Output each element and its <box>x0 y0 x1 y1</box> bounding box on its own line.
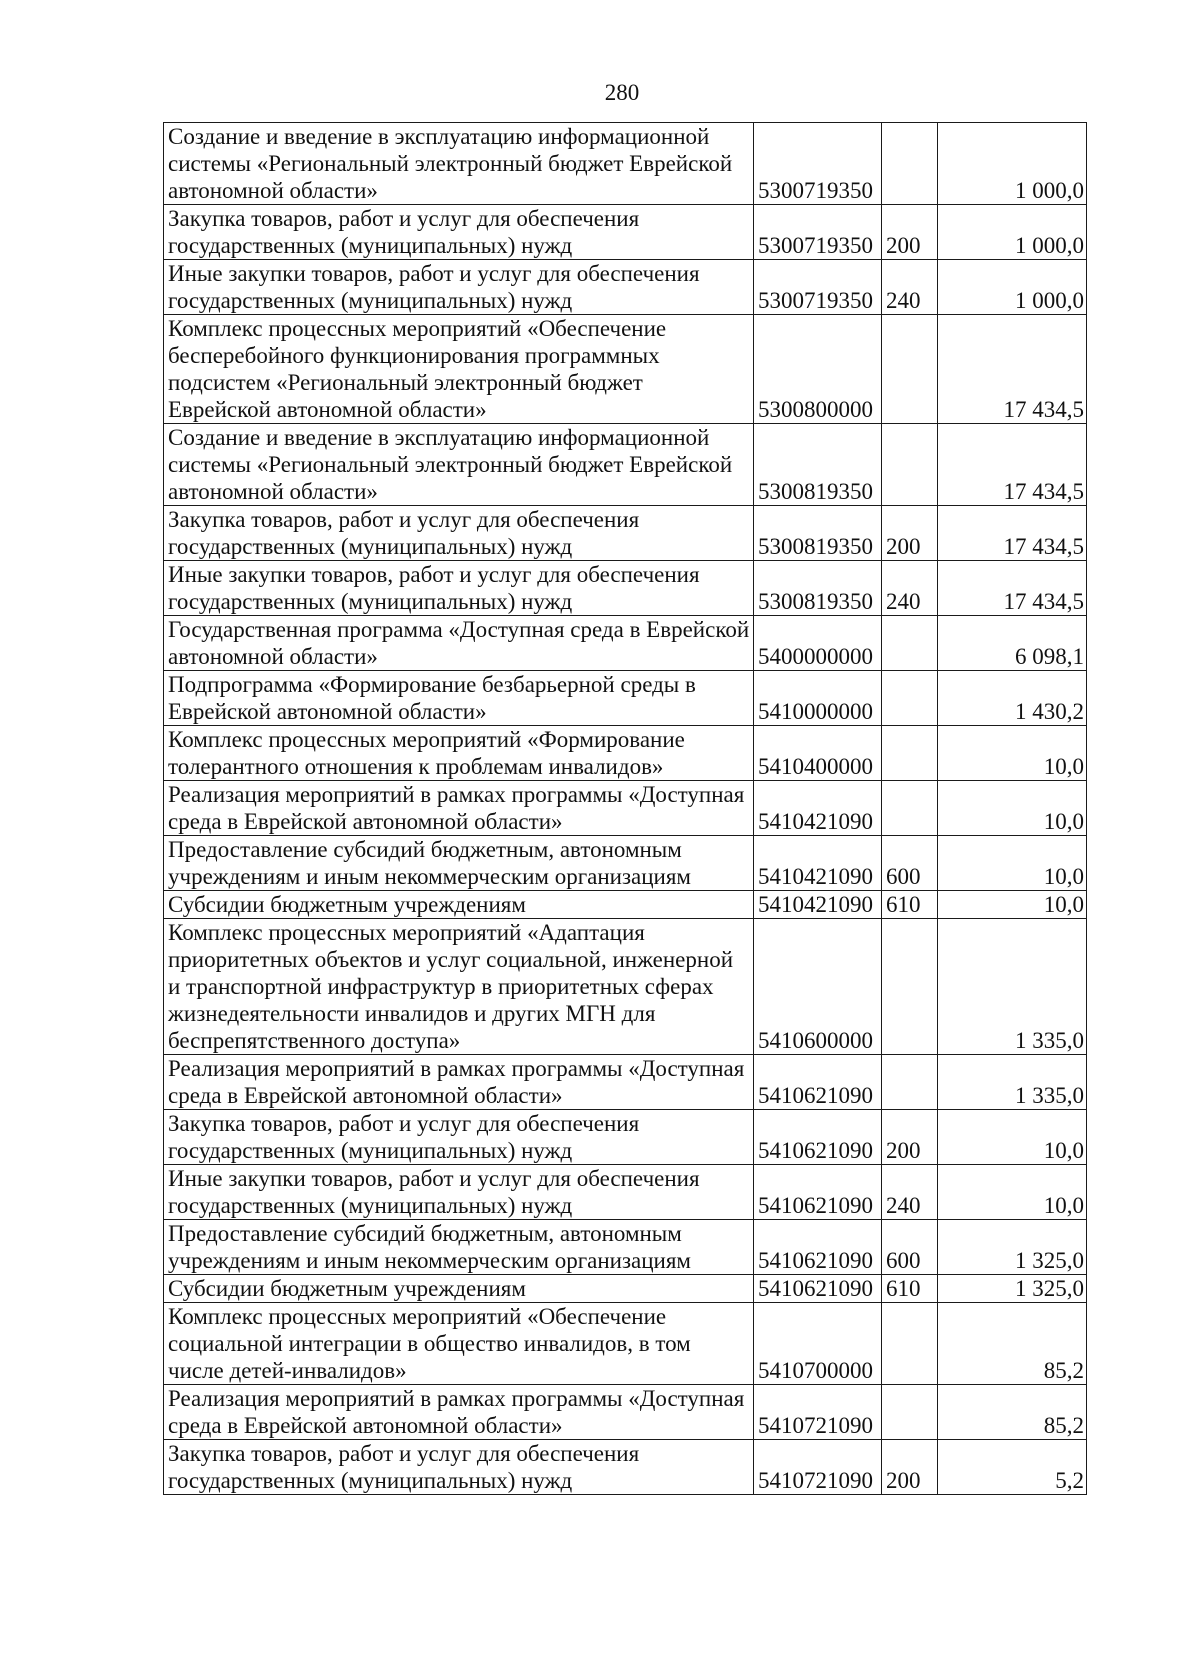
row-type-cell <box>882 1055 938 1110</box>
row-sum-cell: 17 434,5 <box>938 506 1087 561</box>
table-row <box>164 315 1087 424</box>
row-sum-cell: 6 098,1 <box>938 616 1087 671</box>
row-code-cell: 5410621090 <box>754 1275 882 1303</box>
row-type-cell: 600 <box>882 1220 938 1275</box>
row-code-cell: 5410600000 <box>754 919 882 1055</box>
row-type-cell: 610 <box>882 891 938 919</box>
row-name-cell: Комплекс процессных мероприятий «Формирование толерантного отношения к проблемам инвалидов» <box>164 726 754 781</box>
row-name-cell: Иные закупки товаров, работ и услуг для обеспечения государственных (муниципальных) нужд <box>164 1165 754 1220</box>
row-sum-cell: 85,2 <box>938 1385 1087 1440</box>
budget-table-body <box>164 123 1087 1495</box>
row-sum-cell: 1 335,0 <box>938 1055 1087 1110</box>
row-code-cell: 5300819350 <box>754 424 882 506</box>
table-row <box>164 1110 1087 1165</box>
row-type-cell <box>882 919 938 1055</box>
row-code-cell: 5410621090 <box>754 1165 882 1220</box>
row-sum-cell: 10,0 <box>938 1165 1087 1220</box>
row-sum-cell: 1 335,0 <box>938 919 1087 1055</box>
row-sum-cell: 17 434,5 <box>938 424 1087 506</box>
table-row <box>164 616 1087 671</box>
row-sum-cell: 1 325,0 <box>938 1220 1087 1275</box>
row-code-cell: 5410621090 <box>754 1055 882 1110</box>
table-row <box>164 260 1087 315</box>
row-type-cell: 240 <box>882 561 938 616</box>
row-name-cell: Создание и введение в эксплуатацию информационной системы «Региональный электронный бюджет Еврейской автономной области» <box>164 123 754 205</box>
row-sum-cell: 17 434,5 <box>938 315 1087 424</box>
row-sum-cell: 10,0 <box>938 726 1087 781</box>
row-code-cell: 5300800000 <box>754 315 882 424</box>
row-code-cell: 5410400000 <box>754 726 882 781</box>
row-sum-cell: 1 325,0 <box>938 1275 1087 1303</box>
row-sum-cell: 1 430,2 <box>938 671 1087 726</box>
row-code-cell: 5300719350 <box>754 123 882 205</box>
table-row <box>164 205 1087 260</box>
row-type-cell <box>882 1303 938 1385</box>
row-code-cell: 5410621090 <box>754 1110 882 1165</box>
row-code-cell: 5410421090 <box>754 836 882 891</box>
table-row <box>164 561 1087 616</box>
table-row <box>164 919 1087 1055</box>
row-sum-cell: 10,0 <box>938 836 1087 891</box>
row-type-cell: 240 <box>882 260 938 315</box>
row-name-cell: Закупка товаров, работ и услуг для обеспечения государственных (муниципальных) нужд <box>164 506 754 561</box>
row-type-cell: 200 <box>882 1110 938 1165</box>
table-row <box>164 506 1087 561</box>
row-type-cell <box>882 315 938 424</box>
row-name-cell: Комплекс процессных мероприятий «Адаптация приоритетных объектов и услуг социальной, инженерной и транспортной инфраструктур в приоритетных сферах жизнедеятельности инвалидов и других МГН для беспрепятственного доступа» <box>164 919 754 1055</box>
row-name-cell: Иные закупки товаров, работ и услуг для обеспечения государственных (муниципальных) нужд <box>164 561 754 616</box>
row-name-cell: Иные закупки товаров, работ и услуг для обеспечения государственных (муниципальных) нужд <box>164 260 754 315</box>
row-name-cell: Комплекс процессных мероприятий «Обеспечение социальной интеграции в общество инвалидов, в том числе детей-инвалидов» <box>164 1303 754 1385</box>
row-code-cell: 5410721090 <box>754 1440 882 1495</box>
row-code-cell: 5410721090 <box>754 1385 882 1440</box>
row-sum-cell: 1 000,0 <box>938 260 1087 315</box>
row-type-cell: 600 <box>882 836 938 891</box>
row-name-cell: Реализация мероприятий в рамках программы «Доступная среда в Еврейской автономной области» <box>164 1055 754 1110</box>
table-row <box>164 1440 1087 1495</box>
row-type-cell <box>882 616 938 671</box>
row-code-cell: 5410621090 <box>754 1220 882 1275</box>
table-row <box>164 891 1087 919</box>
row-type-cell: 200 <box>882 506 938 561</box>
row-code-cell: 5400000000 <box>754 616 882 671</box>
row-type-cell: 240 <box>882 1165 938 1220</box>
row-name-cell: Субсидии бюджетным учреждениям <box>164 891 754 919</box>
row-type-cell: 200 <box>882 205 938 260</box>
row-name-cell: Закупка товаров, работ и услуг для обеспечения государственных (муниципальных) нужд <box>164 205 754 260</box>
row-name-cell: Закупка товаров, работ и услуг для обеспечения государственных (муниципальных) нужд <box>164 1440 754 1495</box>
row-code-cell: 5410000000 <box>754 671 882 726</box>
row-code-cell: 5410421090 <box>754 891 882 919</box>
row-type-cell <box>882 424 938 506</box>
row-sum-cell: 1 000,0 <box>938 123 1087 205</box>
table-row <box>164 1165 1087 1220</box>
row-name-cell: Комплекс процессных мероприятий «Обеспечение бесперебойного функционирования программных подсистем «Региональный электронный бюджет Еврейской автономной области» <box>164 315 754 424</box>
row-name-cell: Предоставление субсидий бюджетным, автономным учреждениям и иным некоммерческим организациям <box>164 1220 754 1275</box>
page-number: 280 <box>604 80 640 105</box>
row-sum-cell: 1 000,0 <box>938 205 1087 260</box>
row-name-cell: Закупка товаров, работ и услуг для обеспечения государственных (муниципальных) нужд <box>164 1110 754 1165</box>
table-row <box>164 1055 1087 1110</box>
row-code-cell: 5300719350 <box>754 205 882 260</box>
row-sum-cell: 85,2 <box>938 1303 1087 1385</box>
row-sum-cell: 5,2 <box>938 1440 1087 1495</box>
row-code-cell: 5300819350 <box>754 506 882 561</box>
row-sum-cell: 10,0 <box>938 891 1087 919</box>
row-type-cell <box>882 671 938 726</box>
row-name-cell: Создание и введение в эксплуатацию информационной системы «Региональный электронный бюджет Еврейской автономной области» <box>164 424 754 506</box>
row-code-cell: 5410421090 <box>754 781 882 836</box>
row-type-cell: 610 <box>882 1275 938 1303</box>
row-name-cell: Реализация мероприятий в рамках программы «Доступная среда в Еврейской автономной области» <box>164 781 754 836</box>
row-name-cell: Государственная программа «Доступная среда в Еврейской автономной области» <box>164 616 754 671</box>
row-code-cell: 5410700000 <box>754 1303 882 1385</box>
row-code-cell: 5300819350 <box>754 561 882 616</box>
row-name-cell: Подпрограмма «Формирование безбарьерной среды в Еврейской автономной области» <box>164 671 754 726</box>
row-type-cell <box>882 781 938 836</box>
table-row <box>164 1385 1087 1440</box>
row-code-cell: 5300719350 <box>754 260 882 315</box>
table-row <box>164 671 1087 726</box>
table-row <box>164 1275 1087 1303</box>
row-type-cell <box>882 726 938 781</box>
row-type-cell: 200 <box>882 1440 938 1495</box>
table-row <box>164 1303 1087 1385</box>
row-type-cell <box>882 123 938 205</box>
table-row <box>164 781 1087 836</box>
table-row <box>164 424 1087 506</box>
table-row <box>164 123 1087 205</box>
table-row <box>164 726 1087 781</box>
row-name-cell: Предоставление субсидий бюджетным, автономным учреждениям и иным некоммерческим организациям <box>164 836 754 891</box>
budget-table <box>163 122 1087 1495</box>
table-row <box>164 836 1087 891</box>
row-sum-cell: 10,0 <box>938 1110 1087 1165</box>
row-sum-cell: 10,0 <box>938 781 1087 836</box>
row-name-cell: Субсидии бюджетным учреждениям <box>164 1275 754 1303</box>
row-sum-cell: 17 434,5 <box>938 561 1087 616</box>
table-row <box>164 1220 1087 1275</box>
row-name-cell: Реализация мероприятий в рамках программы «Доступная среда в Еврейской автономной области» <box>164 1385 754 1440</box>
row-type-cell <box>882 1385 938 1440</box>
